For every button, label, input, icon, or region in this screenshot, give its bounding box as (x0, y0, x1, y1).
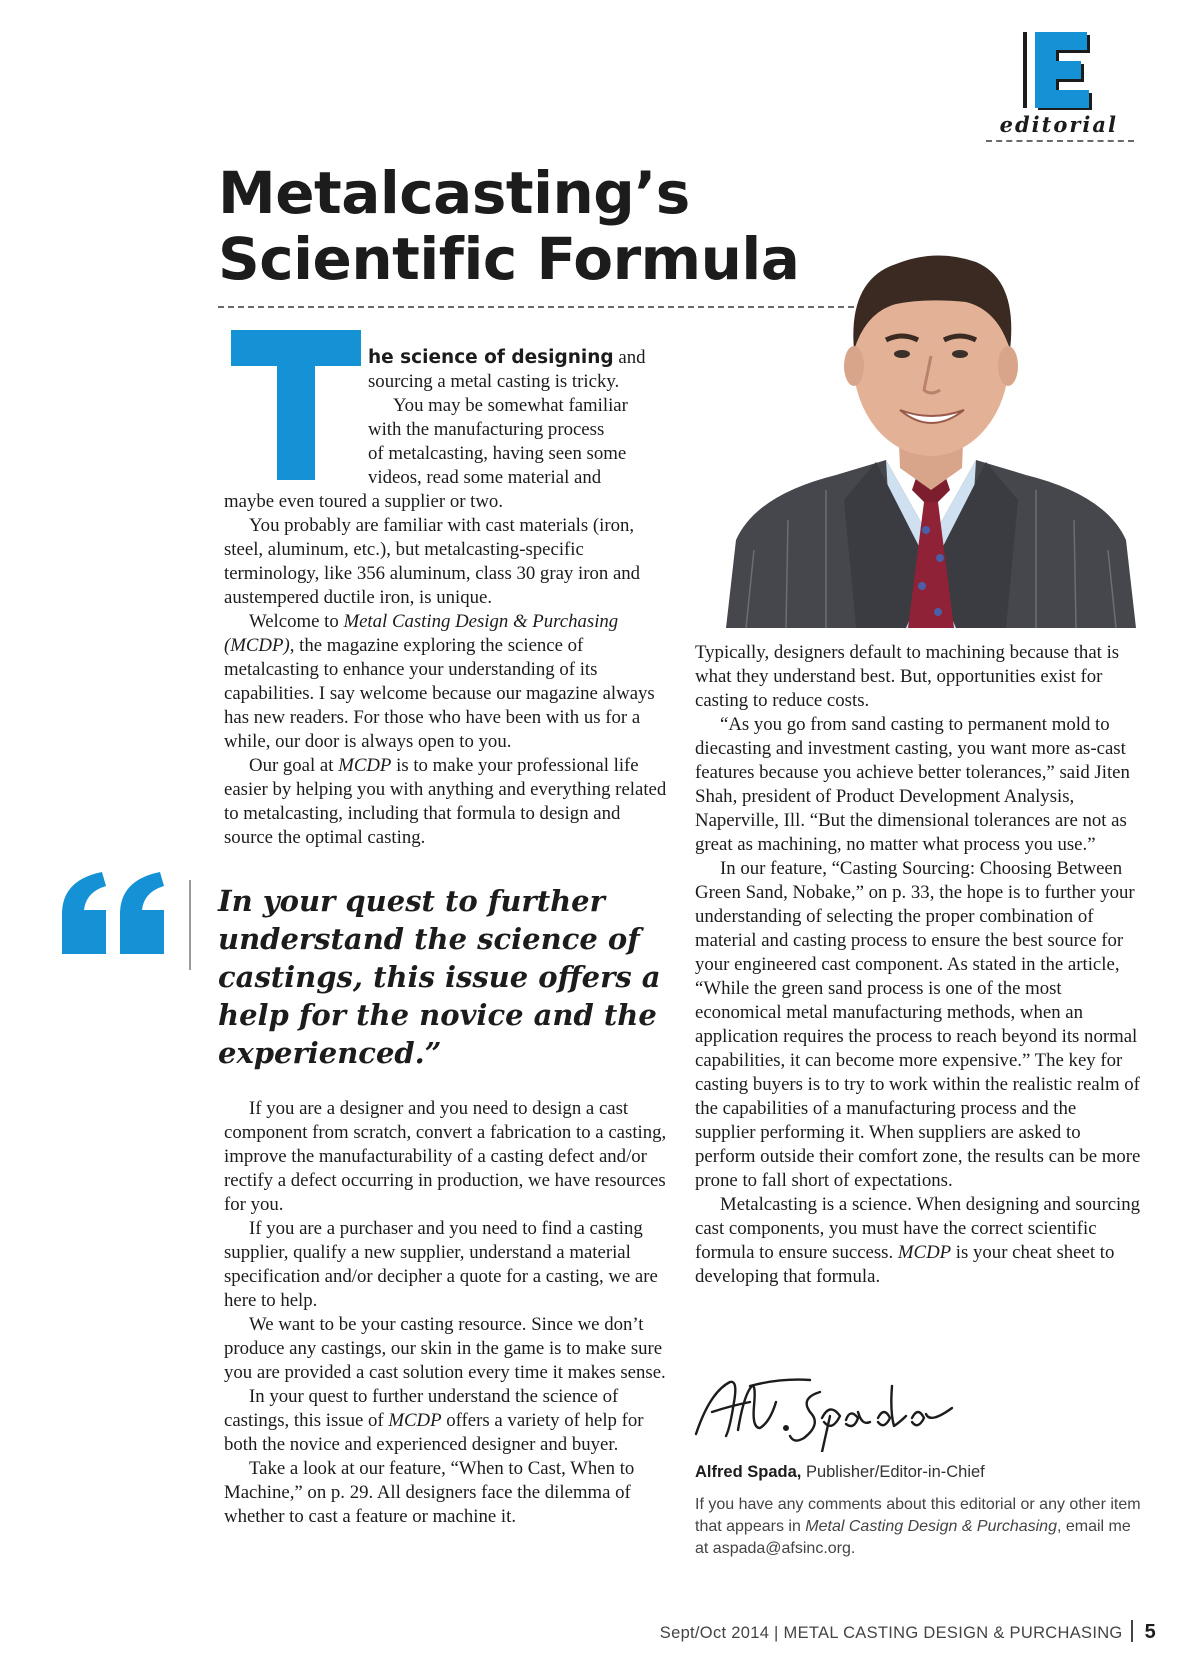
contact-note: If you have any comments about this editorial or any other item that appears in Metal Casting Design & Purchasing, email me at aspada@afsinc.org. (695, 1496, 1141, 1557)
page-footer: Sept/Oct 2014 | METAL CASTING DESIGN & PURCHASING 5 (659, 1621, 1156, 1643)
intro-line-6: videos, read some material and (368, 467, 602, 488)
paragraph: In your quest to further understand the science of castings, this issue of MCDP offers a variety of help for both the novice and experienced designer and buyer. (224, 1386, 644, 1455)
right-column (695, 641, 1141, 1289)
section-divider (986, 140, 1134, 142)
paragraph: If you are a purchaser and you need to find a casting supplier, qualify a new supplier, understand a material specification and/or decipher a quote for a casting, we are here to help. (224, 1218, 658, 1311)
intro-line-1: and (613, 347, 646, 368)
paragraph: Take a look at our feature, “When to Cast, When to Machine,” on p. 29. All designers face the dilemma of whether to cast a feature or machine it. (224, 1458, 635, 1527)
paragraph: In our feature, “Casting Sourcing: Choosing Between Green Sand, Nobake,” on p. 33, the hope is to further your understanding of selecting the proper combination of material and casting process to ensure the best source for your engineered cast component. As stated in the article, “While the green sand process is one of the most economical metal manufacturing methods, when an application requires the process to reach beyond its normal capabilities, it can become more expensive.” The key for casting buyers is to try to work within the realistic realm of the capabilities of a manufacturing process and the supplier performing it. When suppliers are asked to perform outside their comfort zone, the results can be more prone to fall short of expectations. (695, 858, 1141, 1191)
paragraph: Metalcasting is a science. When designing and sourcing cast components, you must have the correct scientific formula to ensure success. MCDP is your cheat sheet to developing that formula. (695, 1194, 1141, 1287)
left-column-bottom (224, 1097, 669, 1529)
drop-cap-t (231, 330, 361, 480)
paragraph: “As you go from sand casting to permanent mold to diecasting and investment casting, you want more as-cast features because you achieve better tolerances,” said Jiten Shah, president of Product Development Analysis, Naperville, Ill. “But the dimensional tolerances are not as great as machining, no matter what process you use.” (695, 714, 1130, 855)
page-title-line-2: Scientific Formula (218, 225, 800, 293)
left-column-top (224, 514, 669, 850)
intro-paragraph (368, 346, 668, 490)
editorial-section-badge (1023, 30, 1093, 110)
paragraph: If you are a designer and you need to design a cast component from scratch, convert a fabrication to a casting, improve the manufacturability of a casting defect and/or rectify a defect occurring in production, we have resources for you. (224, 1098, 667, 1215)
intro-line-4: with the manufacturing process (368, 419, 605, 440)
intro-lead: he science of designing (368, 347, 614, 368)
paragraph: You probably are familiar with cast materials (iron, steel, aluminum, etc.), but metalcasting-specific terminology, like 356 aluminum, class 30 gray iron and austempered ductile iron, is unique. (224, 515, 641, 608)
paragraph: We want to be your casting resource. Since we don’t produce any castings, our skin in the game is to make sure you are provided a cast solution every time it makes sense. (224, 1314, 666, 1383)
quote-mark-icon (58, 872, 168, 954)
paragraph: Welcome to Metal Casting Design & Purchasing (MCDP), the magazine exploring the science of metalcasting to enhance your understanding of its capabilities. I say welcome because our magazine always has new readers. For those who have been with us for a while, our door is always open to you. (224, 611, 655, 752)
page-title-line-1: Metalcasting’s (218, 159, 690, 227)
magazine-name: METAL CASTING DESIGN & PURCHASING (783, 1624, 1123, 1642)
page-number: 5 (1144, 1621, 1156, 1643)
section-label: editorial (999, 112, 1118, 137)
editor-portrait-photo (726, 240, 1136, 628)
intro-line-2: sourcing a metal casting is tricky. (368, 371, 620, 392)
paragraph: Typically, designers default to machining because that is what they understand best. But, opportunities exist for casting to reduce costs. (695, 642, 1120, 711)
signature-byline: Alfred Spada, Publisher/Editor-in-Chief (695, 1463, 985, 1481)
issue-date: Sept/Oct 2014 (659, 1624, 770, 1642)
paragraph: Our goal at MCDP is to make your professional life easier by helping you with anything and everything related to metalcasting, including that formula to design and source the optimal casting. (224, 755, 667, 848)
handwritten-signature (690, 1372, 960, 1452)
pull-quote: In your quest to further understand the science of castings, this issue offers a help for the novice and the experienced.” (218, 884, 661, 1070)
pull-quote-bar (189, 880, 191, 970)
intro-line-5: of metalcasting, having seen some (368, 443, 627, 464)
intro-line-3: You may be somewhat familiar (393, 395, 628, 416)
intro-tail: maybe even toured a supplier or two. (224, 491, 504, 512)
